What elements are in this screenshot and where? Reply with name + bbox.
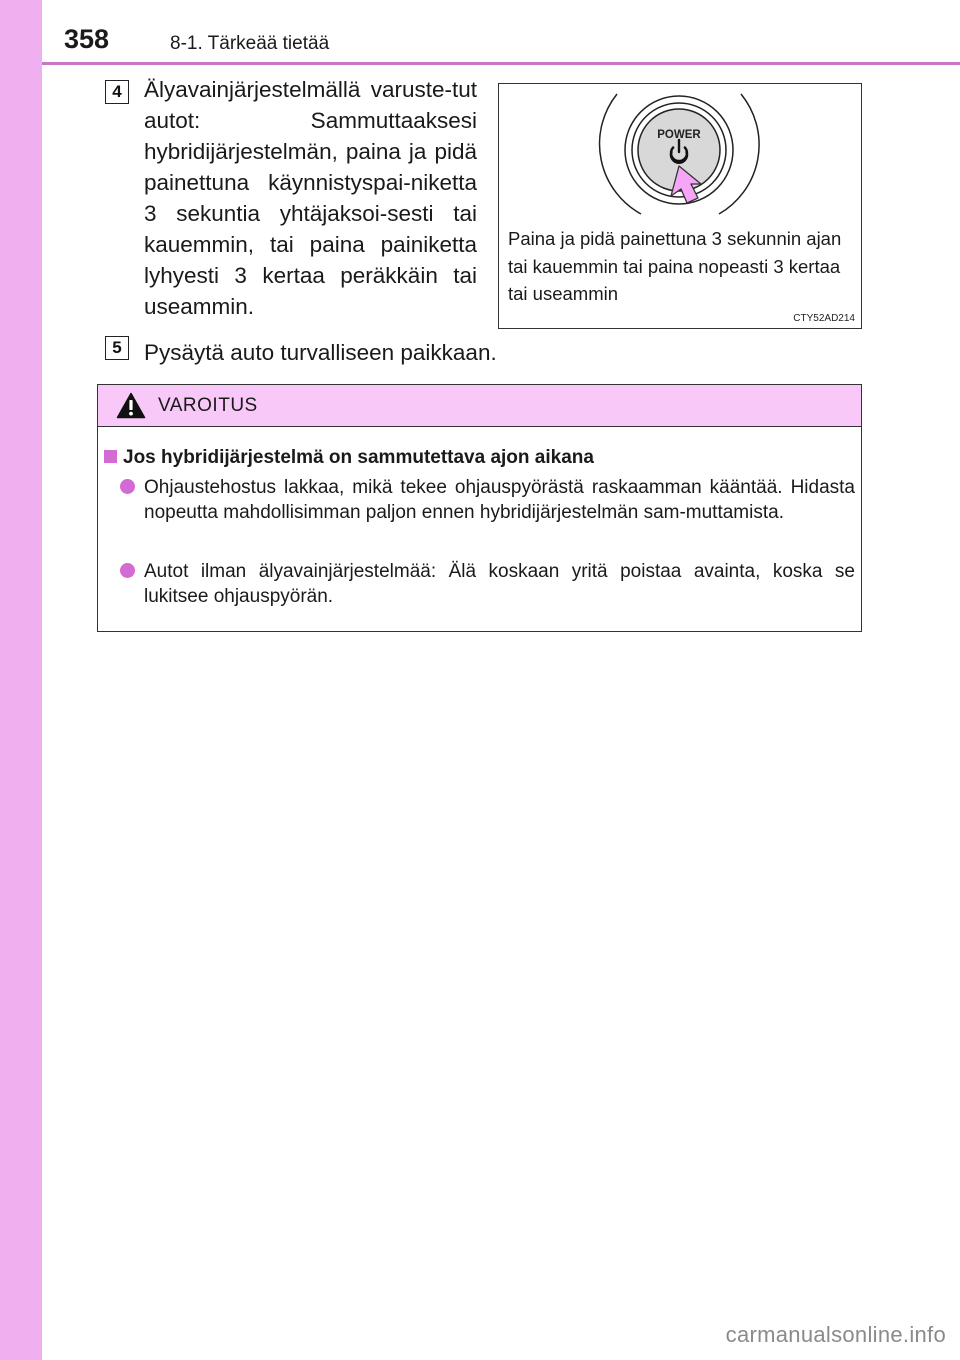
bullet-dot-icon [120,479,135,494]
bullet-dot-icon [120,563,135,578]
warning-triangle-icon [116,392,146,419]
watermark: carmanualsonline.info [725,1322,946,1347]
section-title: 8-1. Tärkeää tietää [170,33,330,54]
step-number-5: 5 [105,336,129,360]
figure-code: CTY52AD214 [793,313,855,324]
power-button-label: POWER [657,129,701,141]
square-bullet-icon [104,450,117,463]
warning-heading [104,447,594,469]
warning-heading-text: Jos hybridijärjestelmä on sammutettava ajon aikana [123,447,594,468]
page-side-tab [0,0,42,1360]
step-5-text: Pysäytä auto turvalliseen paikkaan. [144,340,497,365]
step-number-4: 4 [105,80,129,104]
warning-box [97,384,862,632]
warning-item-text: Ohjaustehostus lakkaa, mikä tekee ohjauspyörästä raskaamman kääntää. Hidasta nopeutta mahdollisimman paljon ennen hybridijärjestelmän sam-muttamista. [144,477,855,523]
step-4-text: Älyavainjärjestelmällä varuste-tut autot: Sammuttaaksesi hybridijärjestelmän, paina ja pidä painettuna käynnistyspai-niketta 3 sekuntia yhtäjaksoi-sesti tai kauemmin, tai paina painiketta lyhyesti 3 kertaa peräkkäin tai useammin. [144,77,477,319]
page-number: 358 [64,24,110,54]
warning-title: VAROITUS [158,395,258,416]
figure-caption: Paina ja pidä painettuna 3 sekunnin ajan tai kauemmin tai paina nopeasti 3 kertaa tai useammin [508,228,842,304]
header-divider [42,62,960,65]
warning-header [98,385,861,427]
warning-item-text: Autot ilman älyavainjärjestelmää: Älä koskaan yritä poistaa avainta, koska se lukitsee ohjauspyörän. [144,561,855,607]
power-button-figure [498,83,862,329]
